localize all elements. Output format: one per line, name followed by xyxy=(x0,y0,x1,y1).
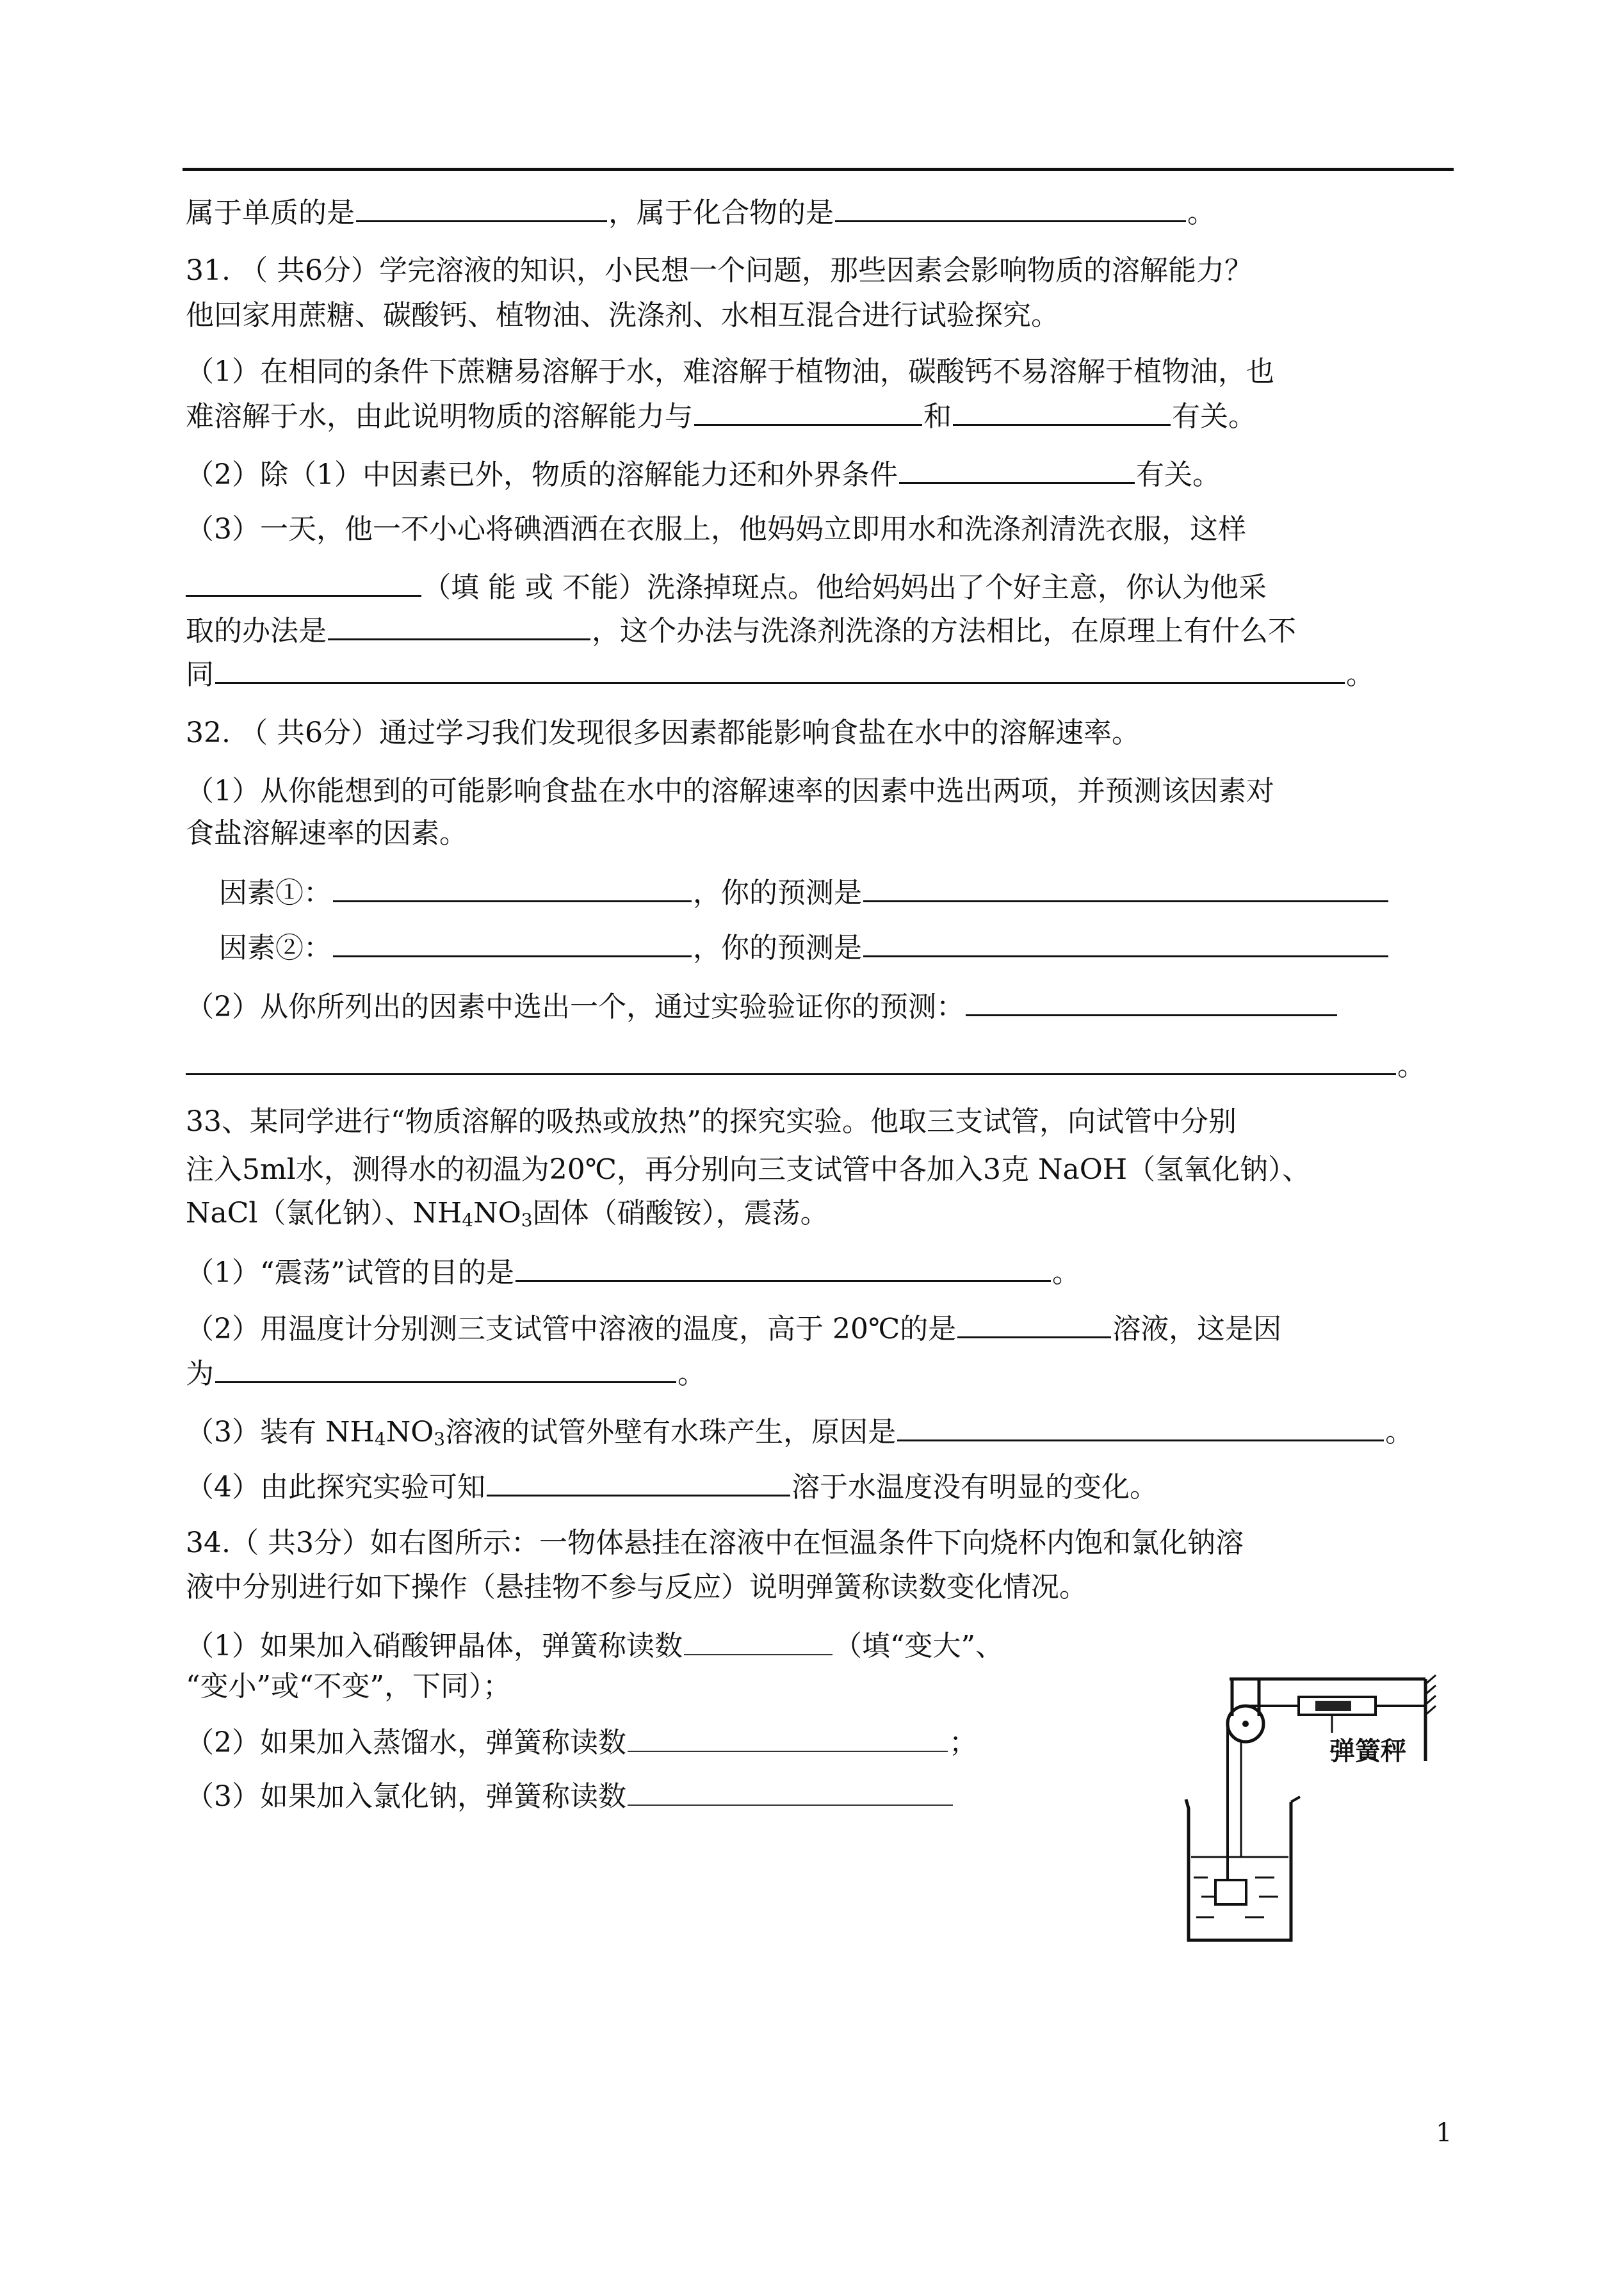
text: ，你的预测是 xyxy=(693,932,862,964)
answer-blank[interactable] xyxy=(215,1353,676,1383)
text: NO xyxy=(473,1197,521,1229)
answer-blank[interactable] xyxy=(835,192,1186,222)
page-number: 1 xyxy=(1436,2118,1452,2148)
text: 因素①： xyxy=(219,877,332,909)
text: 溶液的试管外壁有水珠产生，原因是 xyxy=(445,1416,897,1448)
answer-blank[interactable] xyxy=(487,1466,790,1496)
q33-line3 xyxy=(186,1194,1464,1233)
text: （填 能 或 不能）洗涤掉斑点。他给妈妈出了个好主意，你认为他采 xyxy=(423,571,1267,604)
q31-part3-line2 xyxy=(186,567,1464,607)
text: 和 xyxy=(923,400,952,433)
subscript: 3 xyxy=(521,1210,533,1231)
text: NaCl（氯化钠）、NH xyxy=(186,1197,462,1229)
text: 同 xyxy=(186,658,214,691)
subscript: 4 xyxy=(374,1429,386,1450)
q31-title: 31. （ 共6分）学完溶液的知识，小民想一个问题，那些因素会影响物质的溶解能力？ xyxy=(186,254,1253,287)
text: 取的办法是 xyxy=(186,615,327,647)
text: 为 xyxy=(186,1358,214,1390)
text: 有关。 xyxy=(1172,400,1256,433)
q33-line1: 33、某同学进行“物质溶解的吸热或放热”的探究实验。他取三支试管，向试管中分别 xyxy=(186,1105,1237,1138)
answer-blank[interactable] xyxy=(957,1308,1111,1338)
line-simple-substance xyxy=(186,192,1464,232)
text: 。 xyxy=(678,1358,706,1390)
text: （3）如果加入氯化钠，弹簧称读数 xyxy=(186,1780,626,1813)
q34-line2: 液中分别进行如下操作（悬挂物不参与反应）说明弹簧称读数变化情况。 xyxy=(186,1571,1087,1603)
text: 难溶解于水，由此说明物质的溶解能力与 xyxy=(186,400,693,433)
q31-part3-line1: （3）一天，他一不小心将碘酒洒在衣服上，他妈妈立即用水和洗涤剂清洗衣服，这样 xyxy=(186,513,1246,546)
text: （1）如果加入硝酸钾晶体，弹簧称读数 xyxy=(186,1630,683,1662)
q34-part1-line1 xyxy=(186,1626,1464,1666)
q34-part1-line2: “变小”或“不变”，下同）； xyxy=(186,1670,511,1703)
q32-part1-line1: （1）从你能想到的可能影响食盐在水中的溶解速率的因素中选出两项，并预测该因素对 xyxy=(186,775,1274,807)
q33-line2: 注入5ml水，测得水的初温为20℃，再分别向三支试管中各加入3克 NaOH（氢氧化钠）、 xyxy=(186,1153,1311,1186)
answer-blank[interactable] xyxy=(333,872,692,902)
answer-blank[interactable] xyxy=(628,1776,953,1806)
answer-blank[interactable] xyxy=(694,396,922,426)
text: ，属于化合物的是 xyxy=(608,197,834,229)
text: 。 xyxy=(1385,1416,1414,1448)
figure-label: 弹簧秤 xyxy=(1329,1737,1406,1766)
spring-scale-apparatus-figure xyxy=(1178,1671,1447,1947)
text: （2）如果加入蒸馏水，弹簧称读数 xyxy=(186,1726,626,1759)
answer-blank[interactable] xyxy=(863,927,1388,957)
text: （2）除（1）中因素已外，物质的溶解能力还和外界条件 xyxy=(186,458,898,491)
q33-part3 xyxy=(186,1411,1490,1452)
subscript: 4 xyxy=(462,1210,474,1231)
answer-blank[interactable] xyxy=(897,1411,1384,1441)
q31-part1-line2 xyxy=(186,396,1464,436)
q31-part2 xyxy=(186,454,1464,494)
q32-factor1 xyxy=(219,872,1464,912)
text: ，你的预测是 xyxy=(693,877,862,909)
q32-part2-line1 xyxy=(186,986,1464,1026)
header-rule xyxy=(183,168,1454,171)
answer-blank[interactable] xyxy=(215,654,1345,684)
q34-line1: 34.（ 共3分）如右图所示：一物体悬挂在溶液中在恒温条件下向烧杯内饱和氯化钠溶 xyxy=(186,1527,1244,1559)
text: （2）从你所列出的因素中选出一个，通过实验验证你的预测： xyxy=(186,991,964,1023)
q31-part3-line3 xyxy=(186,610,1464,651)
answer-blank[interactable] xyxy=(333,927,692,957)
answer-blank[interactable] xyxy=(328,610,590,640)
text: （2）用温度计分别测三支试管中溶液的温度，高于 20℃的是 xyxy=(186,1313,957,1345)
text: NO xyxy=(386,1416,434,1448)
q31-line2: 他回家用蔗糖、碳酸钙、植物油、洗涤剂、水相互混合进行试验探究。 xyxy=(186,299,1059,332)
answer-blank[interactable] xyxy=(628,1723,948,1752)
answer-blank[interactable] xyxy=(863,872,1388,902)
answer-blank[interactable] xyxy=(186,567,421,597)
answer-blank[interactable] xyxy=(684,1626,832,1655)
text: 有关。 xyxy=(1136,458,1221,491)
text: （4）由此探究实验可知 xyxy=(186,1471,485,1504)
text: 溶液，这是因 xyxy=(1112,1313,1282,1345)
text: 溶于水温度没有明显的变化。 xyxy=(792,1471,1158,1504)
q32-part2-line2 xyxy=(186,1045,1464,1085)
text: 。 xyxy=(1397,1050,1425,1082)
q31-part3-line4 xyxy=(186,654,1464,694)
text: ； xyxy=(949,1726,977,1759)
text: 。 xyxy=(1052,1256,1080,1289)
q32-title: 32. （ 共6分）通过学习我们发现很多因素都能影响食盐在水中的溶解速率。 xyxy=(186,717,1140,749)
text: 。 xyxy=(1346,658,1374,691)
text: （3）装有 NH xyxy=(186,1416,375,1448)
answer-blank[interactable] xyxy=(356,192,607,222)
q31-part1-line1: （1）在相同的条件下蔗糖易溶解于水，难溶解于植物油，碳酸钙不易溶解于植物油，也 xyxy=(186,355,1274,388)
text: 属于单质的是 xyxy=(186,197,355,229)
answer-blank[interactable] xyxy=(516,1252,1051,1282)
text: 固体（硝酸铵），震荡。 xyxy=(532,1197,829,1229)
text: （填“变大”、 xyxy=(834,1630,1003,1662)
q32-factor2 xyxy=(219,927,1464,968)
answer-blank[interactable] xyxy=(953,396,1171,426)
q33-part2-line2 xyxy=(186,1353,1464,1393)
q33-part1 xyxy=(186,1252,1464,1292)
q33-part2-line1 xyxy=(186,1308,1464,1349)
subscript: 3 xyxy=(434,1429,446,1450)
text: ，这个办法与洗涤剂洗涤的方法相比，在原理上有什么不 xyxy=(592,615,1296,647)
q33-part4 xyxy=(186,1466,1464,1507)
answer-blank[interactable] xyxy=(186,1045,1396,1075)
text: （1）“震荡”试管的目的是 xyxy=(186,1256,514,1289)
q32-part1-line2: 食盐溶解速率的因素。 xyxy=(186,817,467,850)
answer-blank[interactable] xyxy=(899,454,1135,484)
text: 因素②： xyxy=(219,932,332,964)
answer-blank[interactable] xyxy=(966,986,1337,1016)
text: 。 xyxy=(1187,197,1215,229)
